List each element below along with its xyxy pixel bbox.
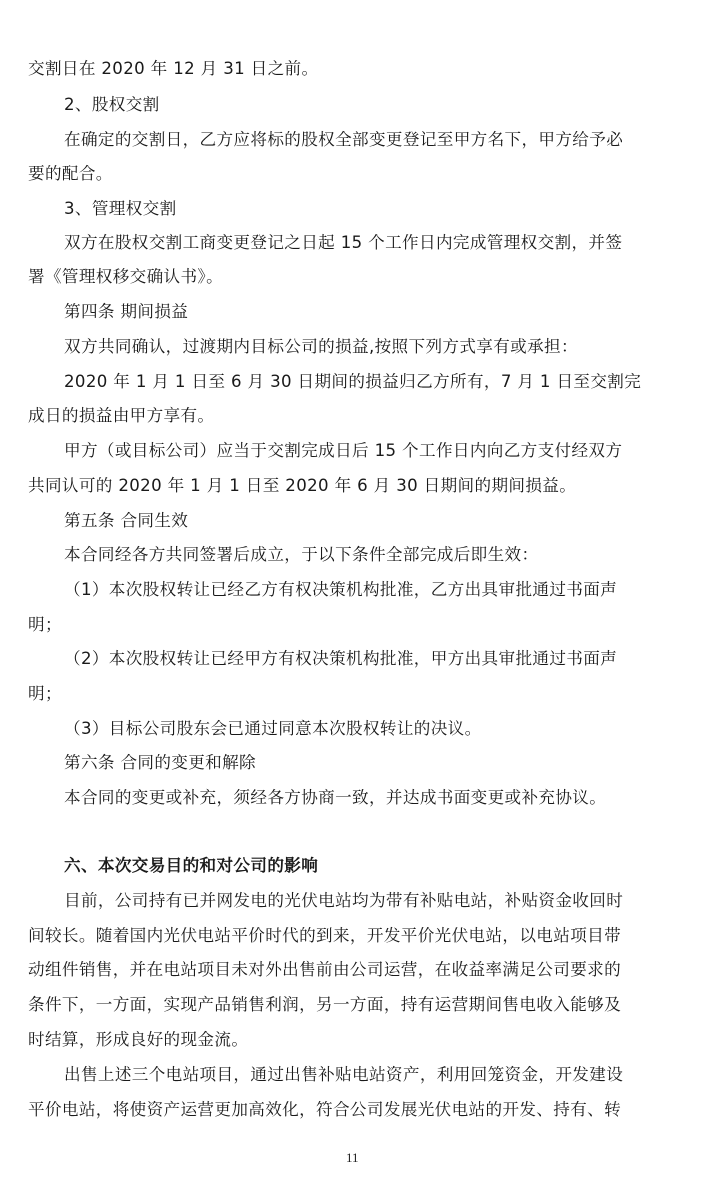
text-line: （1）本次股权转让已经乙方有权决策机构批准，乙方出具审批通过书面声 [64,580,618,599]
section-heading: 3、管理权交割 [64,199,177,218]
article-heading: 第四条 期间损益 [64,302,189,321]
text-line: 平价电站，将使资产运营更加高效化，符合公司发展光伏电站的开发、持有、转 [28,1100,622,1119]
text-line: 本合同经各方共同签署后成立，于以下条件全部完成后即生效： [64,545,539,564]
text-line: 在确定的交割日，乙方应将标的股权全部变更登记至甲方名下，甲方给予必 [64,130,624,149]
text-line: 明； [28,615,62,634]
text-line: 时结算，形成良好的现金流。 [28,1030,249,1049]
text-line: 动组件销售，并在电站项目未对外出售前由公司运营，在收益率满足公司要求的 [28,960,622,979]
text-line: 成日的损益由甲方享有。 [28,406,215,425]
text-line: 间较长。随着国内光伏电站平价时代的到来，开发平价光伏电站，以电站项目带 [28,926,622,945]
page-number: 11 [346,1150,359,1165]
text-line: 双方共同确认，过渡期内目标公司的损益,按照下列方式享有或承担： [64,337,578,356]
section-heading: 2、股权交割 [64,95,160,114]
text-line: 甲方（或目标公司）应当于交割完成日后 15 个工作日内向乙方支付经双方 [64,441,623,460]
section-title: 六、本次交易目的和对公司的影响 [64,856,319,875]
text-line: （2）本次股权转让已经甲方有权决策机构批准，甲方出具审批通过书面声 [64,649,618,668]
text-line: 要的配合。 [28,164,113,183]
text-line: 明； [28,684,62,703]
text-line: 署《管理权移交确认书》。 [28,267,224,286]
article-heading: 第六条 合同的变更和解除 [64,753,257,772]
text-line: 交割日在 2020 年 12 月 31 日之前。 [28,59,319,78]
text-line: 目前，公司持有已并网发电的光伏电站均为带有补贴电站，补贴资金收回时 [64,891,624,910]
article-heading: 第五条 合同生效 [64,511,189,530]
text-line: 双方在股权交割工商变更登记之日起 15 个工作日内完成管理权交割，并签 [64,233,623,252]
text-line: （3）目标公司股东会已通过同意本次股权转让的决议。 [64,719,482,738]
text-line: 条件下，一方面，实现产品销售利润，另一方面，持有运营期间售电收入能够及 [28,995,622,1014]
text-line: 2020 年 1 月 1 日至 6 月 30 日期间的损益归乙方所有，7 月 1 日至交割完 [64,372,642,391]
text-line: 共同认可的 2020 年 1 月 1 日至 2020 年 6 月 30 日期间的期间损益。 [28,476,577,495]
text-line: 本合同的变更或补充，须经各方协商一致，并达成书面变更或补充协议。 [64,788,607,807]
text-line: 出售上述三个电站项目，通过出售补贴电站资产，利用回笼资金，开发建设 [64,1065,624,1084]
